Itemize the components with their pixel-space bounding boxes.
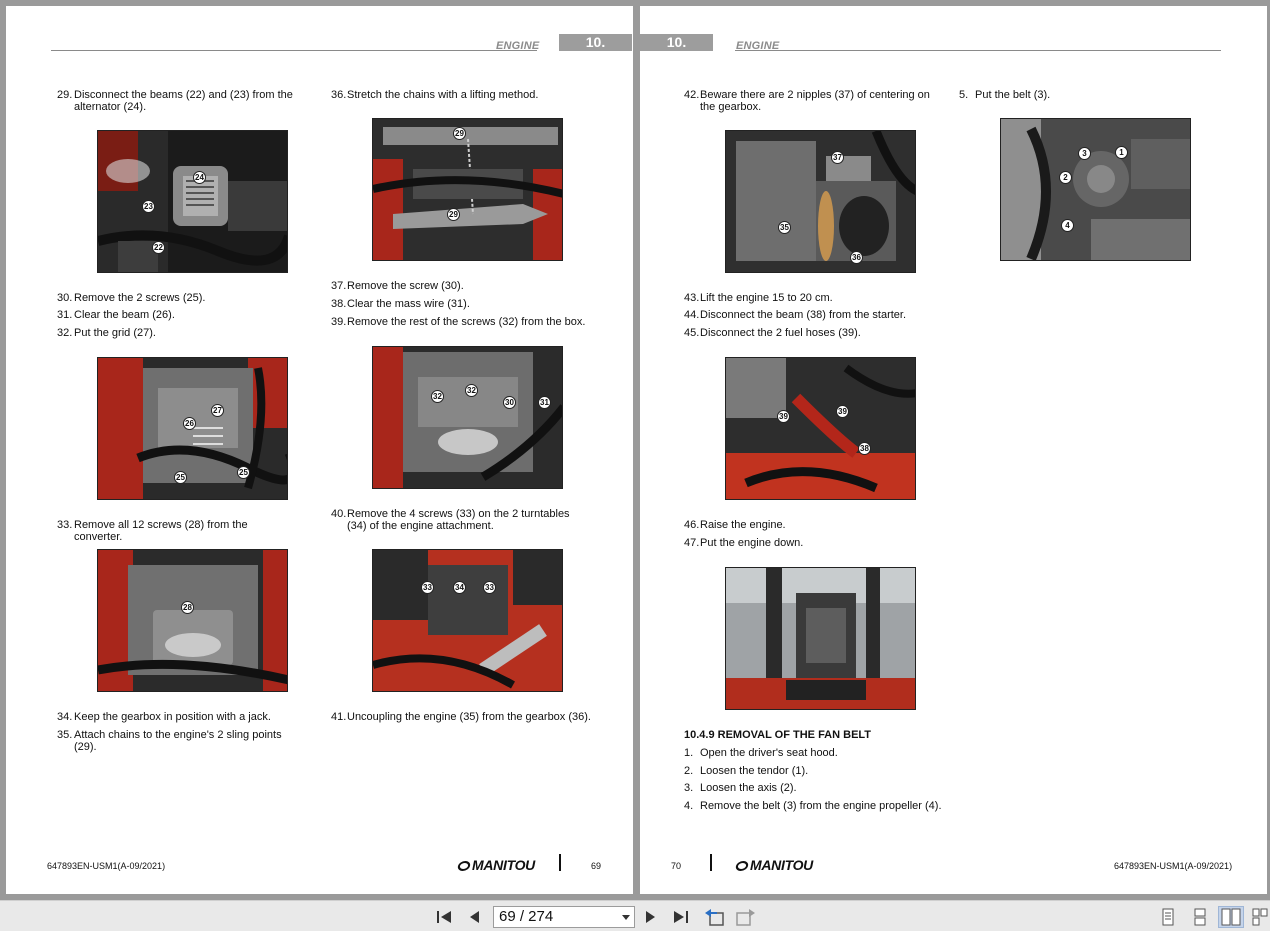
manitou-logo: MANITOU xyxy=(458,857,535,873)
step-46: 46. Raise the engine. xyxy=(684,519,786,531)
document-code: 647893EN-USM1(A-09/2021) xyxy=(47,861,166,871)
facing-pages-view-button[interactable] xyxy=(1218,906,1244,928)
header-rule xyxy=(51,50,537,51)
step-29: 29. Disconnect the beams (22) and (23) from the alternator (24). xyxy=(57,89,293,113)
go-forward-button[interactable] xyxy=(734,906,758,928)
header-chapter-number: 10. xyxy=(559,34,632,51)
page-number: 70 xyxy=(671,861,682,871)
callout-39: 39 xyxy=(836,405,849,418)
callout-39: 39 xyxy=(777,410,790,423)
continuous-facing-icon xyxy=(1252,908,1268,926)
step-45: 45. Disconnect the 2 fuel hoses (39). xyxy=(684,327,861,339)
photo-converter xyxy=(97,549,288,692)
step-32: 32. Put the grid (27). xyxy=(57,327,156,339)
last-page-button[interactable] xyxy=(670,906,692,928)
next-page-icon xyxy=(644,909,658,925)
step-44: 44. Disconnect the beam (38) from the starter. xyxy=(684,309,907,321)
fan-belt-step-2: 2. Loosen the tendor (1). xyxy=(684,765,809,777)
first-page-button[interactable] xyxy=(433,906,455,928)
page-number-select[interactable]: 69 / 274 xyxy=(493,906,635,928)
callout-29: 29 xyxy=(453,127,466,140)
callout-27: 27 xyxy=(211,404,224,417)
step-42: 42. Beware there are 2 nipples (37) of centering on the gearbox. xyxy=(684,89,930,113)
continuous-facing-view-button[interactable] xyxy=(1250,906,1270,928)
continuous-view-button[interactable] xyxy=(1187,906,1213,928)
facing-pages-icon xyxy=(1221,908,1241,926)
callout-35: 35 xyxy=(778,221,791,234)
photo-grid xyxy=(97,357,288,500)
callout-4: 4 xyxy=(1061,219,1074,232)
manitou-mark-icon xyxy=(735,861,750,871)
photo-engine-down xyxy=(725,567,916,710)
callout-36: 36 xyxy=(850,251,863,264)
previous-page-button[interactable] xyxy=(464,906,484,928)
callout-38: 38 xyxy=(858,442,871,455)
photo-nipples xyxy=(725,130,916,273)
callout-33: 33 xyxy=(483,581,496,594)
footer-separator xyxy=(559,854,561,871)
step-47: 47. Put the engine down. xyxy=(684,537,804,549)
last-page-icon xyxy=(672,909,690,925)
photo-turntables xyxy=(372,549,563,692)
step-41: 41. Uncoupling the engine (35) from the gearbox (36). xyxy=(331,711,591,723)
header-chapter-number: 10. xyxy=(640,34,713,51)
page-number: 69 xyxy=(591,861,602,871)
callout-37: 37 xyxy=(831,151,844,164)
step-31: 31. Clear the beam (26). xyxy=(57,309,175,321)
next-page-button[interactable] xyxy=(641,906,661,928)
document-page-right xyxy=(640,6,1267,894)
callout-23: 23 xyxy=(142,200,155,213)
callout-3: 3 xyxy=(1078,147,1091,160)
continuous-page-icon xyxy=(1192,908,1208,926)
footer-separator xyxy=(710,854,712,871)
callout-29: 29 xyxy=(447,208,460,221)
photo-alternator xyxy=(97,130,288,273)
step-30: 30. Remove the 2 screws (25). xyxy=(57,292,206,304)
header-section-label: ENGINE xyxy=(736,40,780,52)
step-34: 34. Keep the gearbox in position with a jack. xyxy=(57,711,271,723)
callout-24: 24 xyxy=(193,171,206,184)
step-43: 43. Lift the engine 15 to 20 cm. xyxy=(684,292,833,304)
step-40: 40. Remove the 4 screws (33) on the 2 turntables (34) of the engine attachment. xyxy=(331,508,570,532)
document-code: 647893EN-USM1(A-09/2021) xyxy=(1114,861,1233,871)
step-35: 35. Attach chains to the engine's 2 sling points (29). xyxy=(57,729,282,753)
photo-fuel-hoses xyxy=(725,357,916,500)
fan-belt-step-5: 5. Put the belt (3). xyxy=(959,89,1051,101)
previous-view-icon xyxy=(703,907,725,927)
callout-31: 31 xyxy=(538,396,551,409)
fan-belt-step-3: 3. Loosen the axis (2). xyxy=(684,782,797,794)
chevron-down-icon xyxy=(622,915,630,920)
callout-22: 22 xyxy=(152,241,165,254)
photo-box-screws xyxy=(372,346,563,489)
next-view-icon xyxy=(735,907,757,927)
previous-page-icon xyxy=(467,909,481,925)
step-33: 33. Remove all 12 screws (28) from the converter. xyxy=(57,519,248,543)
callout-30: 30 xyxy=(503,396,516,409)
manitou-mark-icon xyxy=(457,861,472,871)
step-39: 39. Remove the rest of the screws (32) from the box. xyxy=(331,316,586,328)
go-back-button[interactable] xyxy=(702,906,726,928)
callout-32: 32 xyxy=(431,390,444,403)
callout-2: 2 xyxy=(1059,171,1072,184)
fan-belt-step-4: 4. Remove the belt (3) from the engine propeller (4). xyxy=(684,800,942,812)
callout-33: 33 xyxy=(421,581,434,594)
first-page-icon xyxy=(435,909,453,925)
callout-34: 34 xyxy=(453,581,466,594)
header-section-label: ENGINE xyxy=(496,40,540,52)
fan-belt-step-1: 1. Open the driver's seat hood. xyxy=(684,747,838,759)
single-page-view-button[interactable] xyxy=(1155,906,1181,928)
section-title-fan-belt: 10.4.9 REMOVAL OF THE FAN BELT xyxy=(684,729,872,741)
callout-25: 25 xyxy=(237,466,250,479)
callout-26: 26 xyxy=(183,417,196,430)
manitou-logo: MANITOU xyxy=(736,857,813,873)
callout-1: 1 xyxy=(1115,146,1128,159)
callout-32: 32 xyxy=(465,384,478,397)
photo-chains xyxy=(372,118,563,261)
header-rule xyxy=(735,50,1221,51)
step-36: 36. Stretch the chains with a lifting method. xyxy=(331,89,539,101)
document-page-left xyxy=(6,6,633,894)
viewer-toolbar xyxy=(0,900,1270,931)
callout-28: 28 xyxy=(181,601,194,614)
step-38: 38. Clear the mass wire (31). xyxy=(331,298,470,310)
step-37: 37. Remove the screw (30). xyxy=(331,280,464,292)
photo-fan-belt xyxy=(1000,118,1191,261)
single-page-icon xyxy=(1160,908,1176,926)
callout-25: 25 xyxy=(174,471,187,484)
